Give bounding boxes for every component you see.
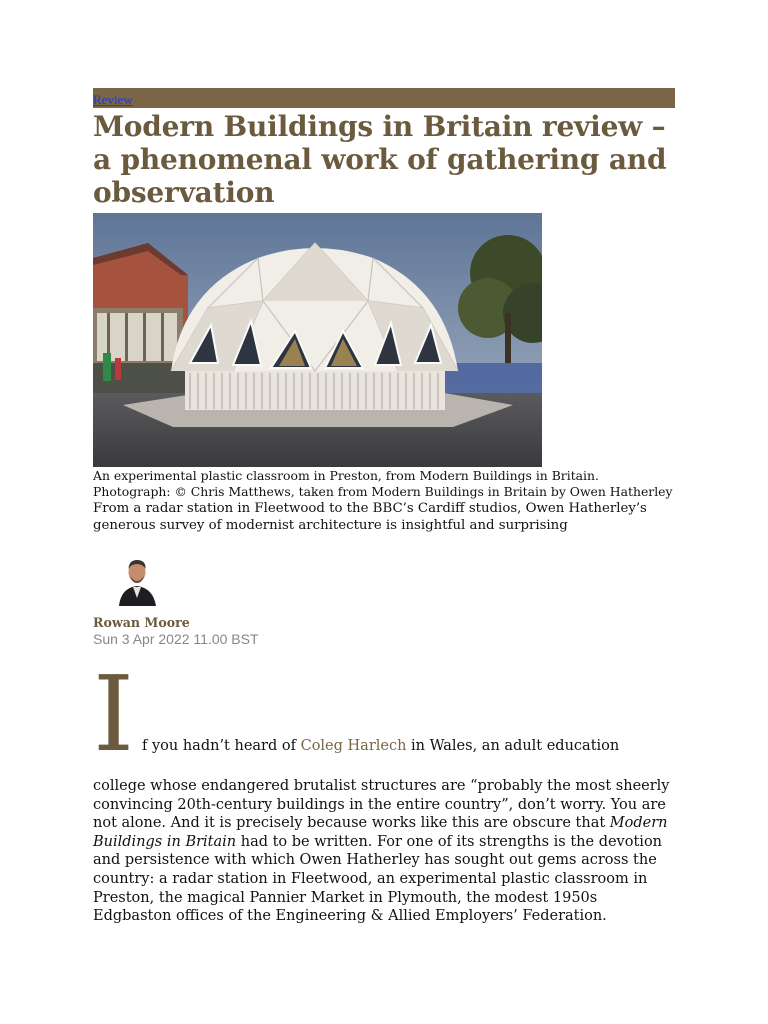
headline: Modern Buildings in Britain review – a phenomenal work of gathering and observation — [93, 110, 667, 209]
standfirst: From a radar station in Fleetwood to the BBC’s Cardiff studios, Owen Hatherley’s generous survey of modernist architecture is insightful and surprising — [93, 501, 647, 533]
lead-text-after: in Wales, an adult education — [406, 738, 620, 754]
lead-line — [142, 737, 619, 755]
hero-illustration — [93, 213, 542, 467]
lead-text-before: f you hadn’t heard of — [142, 738, 301, 754]
body-text-b: had to be written. For one of its strengths is the devotion and persistence with which Owen Hatherley has sought out gems across the country: a radar station in Fleetwood, an experimental plastic classroom in Preston, the magical Pannier Market in Plymouth, the modest 1950s Edgbaston offices of the Engineering & Allied Employers’ Federation. — [93, 833, 663, 925]
hero-image — [93, 213, 542, 467]
lead-paragraph — [93, 673, 675, 755]
body-text-a: college whose endangered brutalist structures are “probably the most sheerly convincing 20th-century buildings in the entire country”, don’t worry. You are not alone. And it is precisely because works like this are obscure that — [93, 778, 670, 832]
kicker-link-review[interactable]: Review — [93, 92, 133, 107]
body-paragraph — [93, 777, 675, 926]
hero-caption: An experimental plastic classroom in Preston, from Modern Buildings in Britain. Photograph: © Chris Matthews, taken from Modern Buildings in Britain by Owen Hatherley — [93, 468, 673, 499]
author-portrait-illustration — [113, 554, 162, 606]
author-avatar — [113, 554, 162, 606]
kicker-bar — [93, 88, 675, 108]
author-name[interactable]: Rowan Moore — [93, 615, 190, 630]
book-title: Modern Buildings in Britain — [93, 815, 668, 850]
article — [93, 88, 675, 926]
dropcap: I — [93, 673, 135, 755]
publish-date: Sun 3 Apr 2022 11.00 BST — [93, 631, 259, 647]
coleg-harlech-link[interactable]: Coleg Harlech — [300, 738, 407, 754]
